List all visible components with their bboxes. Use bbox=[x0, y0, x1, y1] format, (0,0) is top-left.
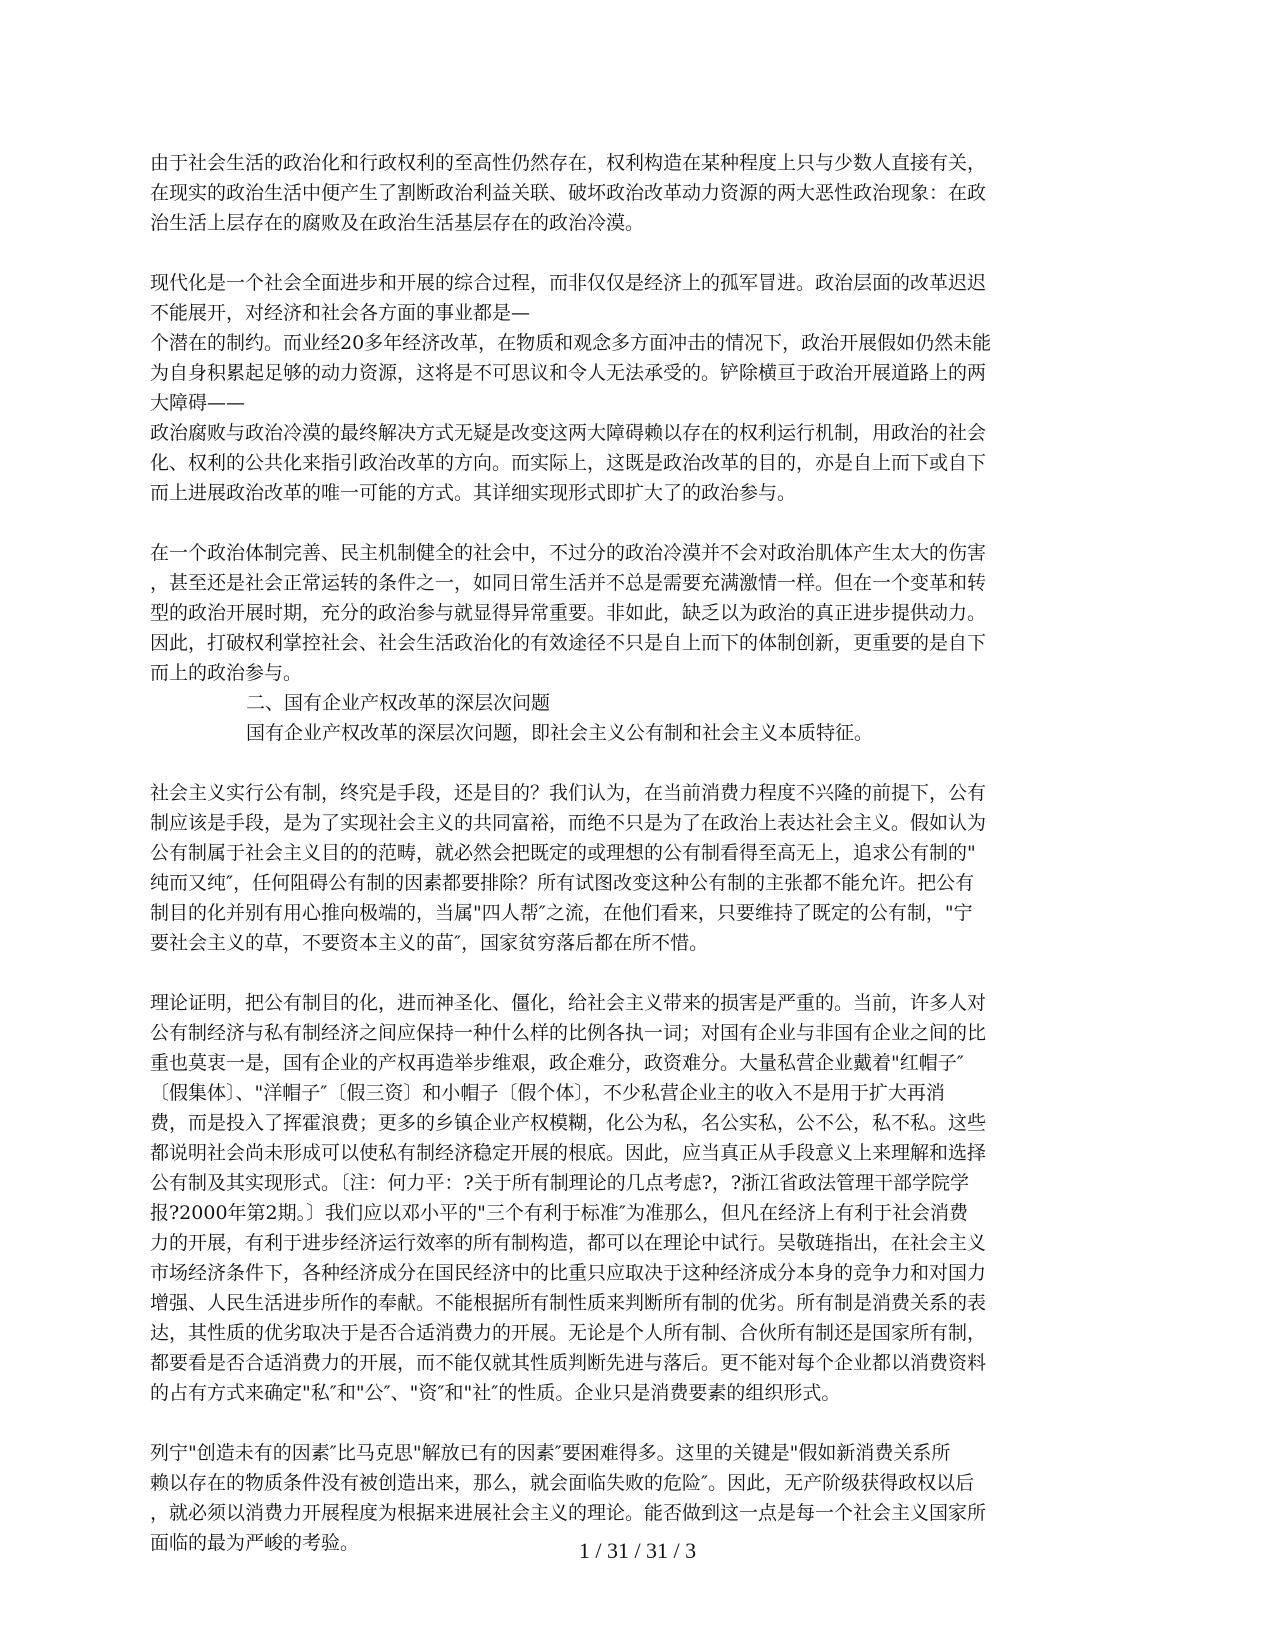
paragraph-modernization: 现代化是一个社会全面进步和开展的综合过程，而非仅仅是经济上的孤军冒进。政治层面的改革迟迟 不能展开，对经济和社会各方面的事业都是— 个潜在的制约。而业经20多年经济改革，在物质和观念多方面冲击的情况下，政治开展假如仍然未能 为自身积累起足够的动力资源，这将是不可思议和令人无法承受的。铲除横亘于政治开展道路上的两 大障碍—— 政治腐败与政治冷漠的最终解决方式无疑是改变这两大障碍赖以存在的权利运行机制，用政治的社会 化、权利的公共化来指引政治改革的方向。而实际上，这既是政治改革的目的，亦是自上而下或自下 而上进展政治改革的唯一可能的方式。其详细实现形式即扩大了的政治参与。 bbox=[150, 272, 992, 504]
paragraph-public-ownership-means: 社会主义实行公有制，终究是手段，还是目的？我们认为，在当前消费力程度不兴隆的前提下，公有 制应该是手段，是为了实现社会主义的共同富裕，而绝不只是为了在政治上表达社会主义。假如认为 公有制属于社会主义目的的范畴，就必然会把既定的或理想的公有制看得至高无上，追求公有制的" 纯而又纯″，任何阻碍公有制的因素都要排除？所有试图改变这种公有制的主张都不能允许。把公有 制目的化并别有用心推向极端的，当属"四人帮″之流，在他们看来，只要维持了既定的公有制，"宁 要社会主义的草，不要资本主义的苗″，国家贫穷落后都在所不惜。 bbox=[150, 782, 987, 954]
paragraph-lenin-marx: 列宁"创造未有的因素″比马克思"解放已有的因素″要困难得多。这里的关键是"假如新消费关系所 赖以存在的物质条件没有被创造出来，那么，就会面临失败的危险″。因此，无产阶级获得政权以后 ，就必须以消费力开展程度为根据来进展社会主义的理论。能否做到这一点是每一个社会主义国家所 面临的最为严峻的考验。 bbox=[150, 1442, 987, 1554]
section-intro: 国有企业产权改革的深层次问题，即社会主义公有制和社会主义本质特征。 bbox=[246, 722, 874, 744]
paragraph-theory-proof: 理论证明，把公有制目的化，进而神圣化、僵化，给社会主义带来的损害是严重的。当前，许多人对 公有制经济与私有制经济之间应保持一种什么样的比例各执一词；对国有企业与非国有企业之间的比 重也莫衷一是，国有企业的产权再造举步维艰，政企难分，政资难分。大量私营企业戴着"红帽子″ 〔假集体〕、"洋帽子″〔假三资〕和小帽子〔假个体〕，不少私营企业主的收入不是用于扩大再消 费，而是投入了挥霍浪费；更多的乡镇企业产权模糊，化公为私，名公实私，公不公，私不私。这些 都说明社会尚未形成可以使私有制经济稳定开展的根底。因此，应当真正从手段意义上来理解和选择 公有制及其实现形式。〔注：何力平：?关于所有制理论的几点考虑?，?浙江省政法管理干部学院学 报?2000年第2期。〕我们应以邓小平的"三个有利于标准″为准那么，但凡在经济上有利于社会消费 力的开展，有利于进步经济运行效率的所有制构造，都可以在理论中试行。吴敬琏指出，在社会主义 市场经济条件下，各种经济成分在国民经济中的比重只应取决于这种经济成分本身的竞争力和对国力 增强、人民生活进步所作的奉献。不能根据所有制性质来判断所有制的优劣。所有制是消费关系的表 达，其性质的优劣取决于是否合适消费力的开展。无论是个人所有制、合伙所有制还是国家所有制， 都要看是否合适消费力的开展，而不能仅就其性质判断先进与落后。更不能对每个企业都以消费资料 的占有方式来确定"私″和"公″、"资″和"社″的性质。企业只是消费要素的组织形式。 bbox=[150, 992, 987, 1404]
page-number: 1 / 31 / 31 / 3 bbox=[578, 1538, 697, 1563]
paragraph-political-participation: 在一个政治体制完善、民主机制健全的社会中，不过分的政治冷漠并不会对政治肌体产生太大的伤害 ，甚至还是社会正常运转的条件之一，如同日常生活并不总是需要充满激情一样。但在一个变革和转 型的政治开展时期，充分的政治参与就显得异常重要。非如此，缺乏以为政治的真正进步提供动力。 因此，打破权利掌控社会、社会生活政治化的有效途径不只是自上而下的体制创新，更重要的是自下 而上的政治参与。 bbox=[150, 542, 987, 684]
document-body bbox=[150, 148, 1110, 1588]
section-heading: 二、国有企业产权改革的深层次问题 bbox=[246, 692, 551, 714]
paragraph-political-phenomena: 由于社会生活的政治化和行政权利的至高性仍然存在，权利构造在某种程度上只与少数人直接有关， 在现实的政治生活中便产生了割断政治利益关联、破坏政治改革动力资源的两大恶性政治现象：在政 治生活上层存在的腐败及在政治生活基层存在的政治冷漠。 bbox=[150, 152, 987, 234]
